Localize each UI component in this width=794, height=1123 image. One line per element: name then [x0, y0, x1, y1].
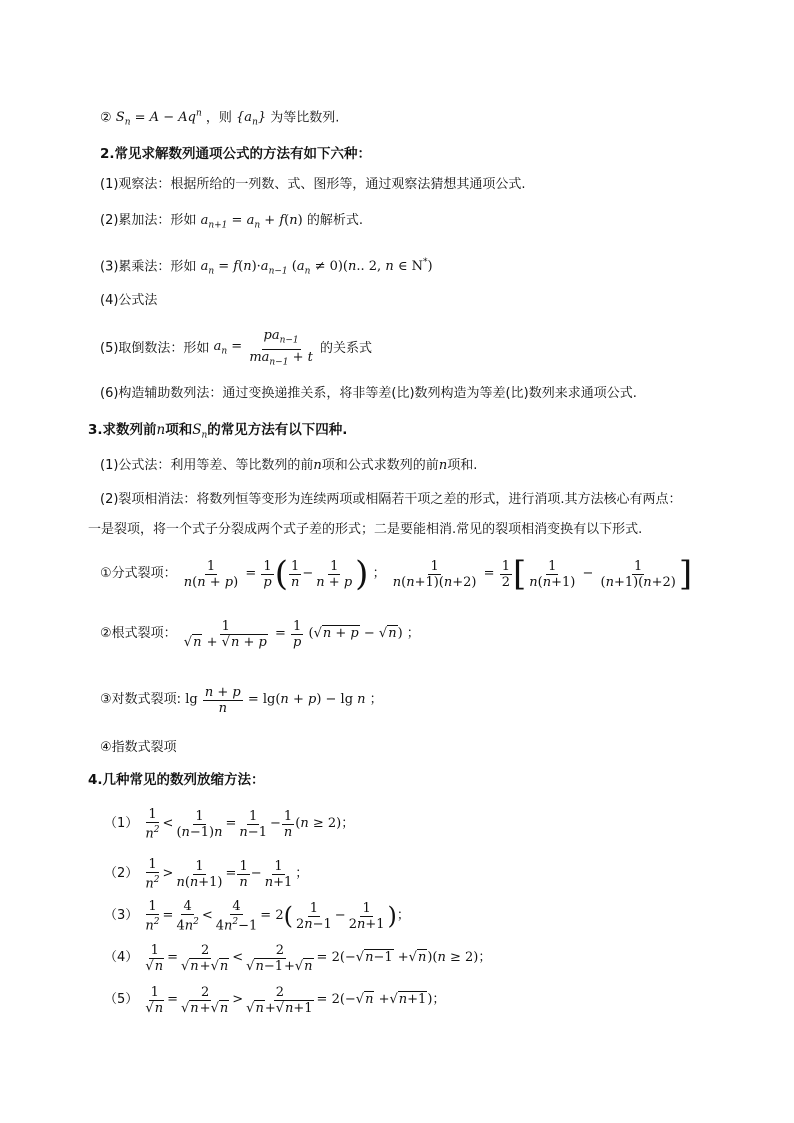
scaling-1: （1） $\frac{1}{n^2}$ < $\frac{1}{(n-1)n}$ = $\frac{1}{n-1}$ − $\frac{1}{n}$ (n ≥ 2)； — [104, 806, 355, 842]
frac-1-over-n-plus-1-n-plus-2: $\frac{1}{(n+1)(n+2)}$ — [600, 558, 676, 590]
method-2 — [100, 211, 363, 236]
frac-4-over-4n-squared-minus-1: $\frac{4}{4n^2-1}$ — [215, 898, 258, 934]
section3-heading-suffix: 的常见方法有以下四种. — [207, 422, 348, 438]
frac-2-over-sqrt-n-plus-sqrt-n: $\frac{2}{√n+√n}$ — [181, 942, 229, 974]
scaling-5: （5） $\frac{1}{√n}$ = $\frac{2}{√n+√n}$ > $\frac{2}{√n+√n+1}$ = 2(−√n +√n+1)； — [104, 984, 446, 1016]
frac-1-over-n-squared: $\frac{1}{n^2}$ — [145, 806, 160, 842]
n-symbol: n — [156, 422, 166, 438]
frac-1-over-p: $\frac{1}{p}$ — [263, 558, 272, 590]
frac-1-over-n-plus-1: $\frac{1}{n+1}$ — [264, 858, 293, 890]
scaling-3: （3） $\frac{1}{n^2}$ = $\frac{4}{4n^2}$ < $\frac{4}{4n^2-1}$ = 2( $\frac{1}{2n-1}$ − $\frac{1}{2n+1}$ )； — [104, 898, 410, 934]
p1-a: (1)公式法：利用等差、等比数列的前 — [100, 458, 314, 473]
method-5-fraction: $\frac{pa_{n-1}}{ma_{n-1} + t}$ — [249, 328, 313, 368]
frac-1-over-2n-plus-1: $\frac{1}{2n+1}$ — [348, 900, 385, 932]
frac-2-over-sqrt-n-minus-1-plus-sqrt-n: $\frac{2}{√n-1+√n}$ — [246, 942, 313, 974]
method-3-label: (3)累乘法：形如 — [100, 259, 197, 275]
frac-1-over-sqrt-n: $\frac{1}{√n}$ — [145, 942, 164, 974]
sn-symbol: $S_n$ — [192, 422, 208, 441]
p1-c: 项和. — [447, 458, 478, 473]
scaling-2-label: （2） — [104, 866, 139, 881]
type-log-split: ③对数式裂项: lg $\frac{n + p}{n}$ = lg(n + p) − lg n ； — [100, 684, 383, 716]
method-4: (4)公式法 — [100, 293, 158, 308]
n-symbol: n — [313, 458, 322, 473]
p1-b: 项和公式求数列的前 — [321, 458, 439, 473]
frac-1-over-n-n-plus-p: $\frac{1}{n(n + p)}$ — [183, 558, 239, 590]
method-2-tail: 的解析式. — [306, 213, 363, 228]
scaling-2: （2） $\frac{1}{n^2}$ > $\frac{1}{n(n+1)}$ = $\frac{1}{n}$ − $\frac{1}{n+1}$ ； — [104, 856, 309, 892]
frac-1-over-n: $\frac{1}{n}$ — [283, 808, 293, 840]
section3-telescoping-line1: (2)裂项相消法：将数列恒等变形为连续两项或相隔若干项之差的形式，进行消项.其方法核心有两点： — [100, 492, 682, 507]
type-1-label: ①分式裂项： — [100, 566, 177, 581]
formula-a-minus-aq: $A - Aq^n$ — [149, 109, 202, 126]
method-5-tail: 的关系式 — [320, 341, 373, 357]
frac-one-half: $\frac{1}{2}$ — [501, 558, 510, 590]
section4-heading: 4.几种常见的数列放缩方法： — [88, 772, 265, 788]
scaling-3-label: （3） — [104, 908, 139, 923]
method-1: (1)观察法：根据所给的一列数、式、图形等，通过观察法猜想其通项公式. — [100, 177, 526, 192]
log-difference: = lg(n + p) − lg n ； — [247, 692, 383, 707]
frac-1-over-p: $\frac{1}{p}$ — [293, 618, 302, 650]
item-number: ② — [100, 110, 112, 126]
frac-1-over-n-squared: $\frac{1}{n^2}$ — [145, 856, 160, 892]
frac-1-over-sqrt-n: $\frac{1}{√n}$ — [145, 984, 164, 1016]
frac-2-over-sqrt-n-plus-sqrt-n-plus-1: $\frac{2}{√n+√n+1}$ — [246, 984, 313, 1016]
type-fraction-split: ①分式裂项： $\frac{1}{n(n + p)}$ = $\frac{1}{p}$ ( $\frac{1}{n}$ − $\frac{1}{n + p}$ ) ； $\frac{1}{n(n+1)(n+2)}$ = $\frac{1}{2}$ [ $\frac{1}{n(n+1)}$ − $\frac{1}{(n+1)(n+2)}$ ] — [100, 554, 693, 594]
frac-1-over-n-minus-1: $\frac{1}{n-1}$ — [239, 808, 267, 840]
frac-1-over-n: $\frac{1}{n}$ — [291, 558, 300, 590]
type-radical-split: ②根式裂项： $\frac{1}{√n + √n + p}$ = $\frac{1}{p}$ (√n + p − √n) ； — [100, 618, 420, 650]
scaling-5-label: （5） — [104, 992, 139, 1007]
method-5-label: (5)取倒数法：形如 — [100, 341, 210, 357]
method-3 — [100, 253, 433, 282]
frac-4-over-4n-squared: $\frac{4}{4n^2}$ — [176, 898, 199, 934]
type-3-label: ③对数式裂项: — [100, 692, 182, 707]
section3-formula-method — [100, 456, 477, 476]
method-2-formula: $a_{n+1} = a_n + f(n)$ — [200, 213, 303, 231]
frac-1-over-n-n-plus-1: $\frac{1}{n(n+1)}$ — [529, 558, 576, 590]
method-5-lhs: $a_n$ = — [213, 338, 243, 357]
frac-1-over-n-minus-1-times-n: $\frac{1}{(n-1)n}$ — [176, 808, 223, 840]
item-text: ，则 — [205, 110, 232, 126]
formula-equals: = — [134, 110, 150, 126]
frac-1-over-2n-minus-1: $\frac{1}{2n-1}$ — [295, 900, 332, 932]
item-tail: 为等比数列. — [270, 110, 340, 126]
type-2-label: ②根式裂项： — [100, 626, 177, 641]
frac-1-over-triple-product: $\frac{1}{n(n+1)(n+2)}$ — [392, 558, 477, 590]
sqrt-difference: (√n + p − √n) — [308, 626, 403, 641]
section3-telescoping-line2: 一是裂项，将一个式子分裂成两个式子差的形式；二是要能相消.常见的裂项相消变换有以下形式. — [88, 522, 643, 537]
scaling-1-label: （1） — [104, 816, 139, 831]
frac-1-over-n-n-plus-1: $\frac{1}{n(n+1)}$ — [176, 858, 223, 890]
section3-heading-mid: 项和 — [165, 422, 193, 438]
frac-1-over-n-plus-p: $\frac{1}{n + p}$ — [316, 558, 353, 590]
method-5 — [100, 328, 372, 370]
frac-1-over-sqrt-sum: $\frac{1}{√n + √n + p}$ — [183, 618, 267, 650]
formula-sn: $S_n$ — [115, 110, 131, 128]
formula-an-set: $\{a_n\}$ — [236, 110, 267, 128]
frac-n-plus-p-over-n: $\frac{n + p}{n}$ — [204, 684, 241, 716]
scaling-4: （4） $\frac{1}{√n}$ = $\frac{2}{√n+√n}$ < $\frac{2}{√n-1+√n}$ = 2(−√n−1 +√n)(n ≥ 2)； — [104, 942, 492, 974]
method-2-label: (2)累加法：形如 — [100, 213, 197, 228]
method-3-formula: $a_n = f(n)\cdot a_{n-1}$ $(a_n \ne 0)(n$.. 2, n ∈ N*) — [200, 258, 433, 277]
scaling-4-label: （4） — [104, 950, 139, 965]
section3-heading-prefix: 3.求数列前 — [88, 422, 157, 438]
type-exponential-split: ④指数式裂项 — [100, 740, 177, 755]
geometric-sequence-condition — [100, 104, 339, 133]
frac-1-over-n: $\frac{1}{n}$ — [239, 858, 248, 890]
section3-heading — [88, 420, 347, 446]
frac-2-over-sqrt-n-plus-sqrt-n: $\frac{2}{√n+√n}$ — [181, 984, 229, 1016]
frac-1-over-n-squared: $\frac{1}{n^2}$ — [145, 898, 160, 934]
section2-heading: 2.常见求解数列通项公式的方法有如下六种： — [100, 146, 372, 162]
n-symbol: n — [438, 458, 448, 473]
method-6: (6)构造辅助数列法：通过变换递推关系，将非等差(比)数列构造为等差(比)数列来求通项公式. — [100, 386, 637, 401]
